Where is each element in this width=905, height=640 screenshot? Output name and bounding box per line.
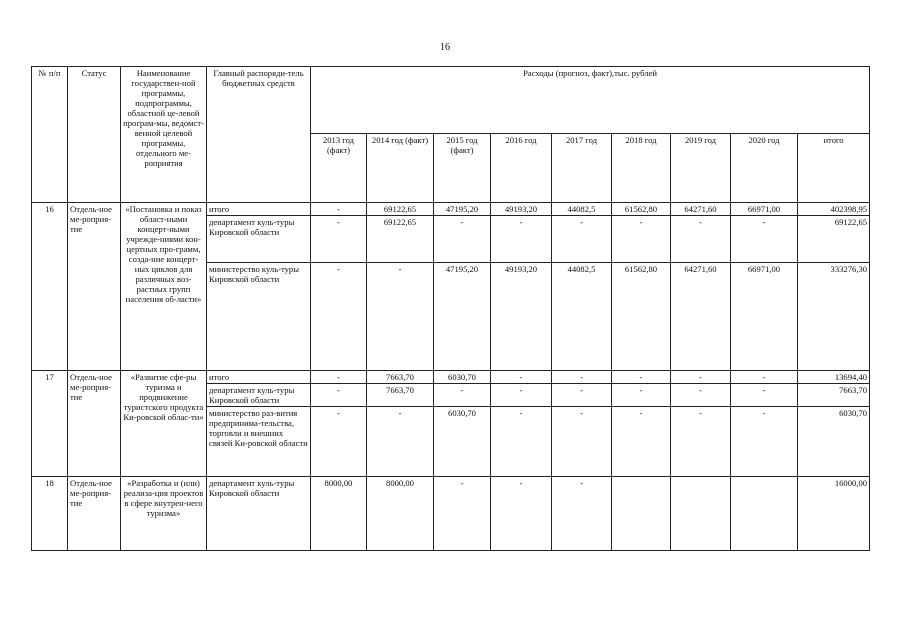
cell-2020: -	[731, 371, 798, 384]
cell-2013: -	[311, 384, 367, 407]
cell-total: 7663,70	[798, 384, 870, 407]
cell-2016: -	[491, 371, 552, 384]
cell-2013: -	[311, 371, 367, 384]
cell-2016: 49193,20	[491, 263, 552, 371]
header-total: итого	[798, 134, 870, 203]
row-admin: департамент куль-туры Кировской области	[207, 384, 311, 407]
cell-2017: -	[552, 407, 612, 477]
row-status: Отдель-ное ме-роприя-тие	[68, 203, 121, 371]
cell-2014: -	[367, 407, 434, 477]
cell-2014: 7663,70	[367, 384, 434, 407]
cell-2013: -	[311, 407, 367, 477]
row-admin: итого	[207, 203, 311, 216]
header-year-2017: 2017 год	[552, 134, 612, 203]
header-year-2014: 2014 год (факт)	[367, 134, 434, 203]
cell-2015: 47195,20	[434, 263, 491, 371]
cell-total: 6030,70	[798, 407, 870, 477]
cell-2016: -	[491, 407, 552, 477]
header-year-2013: 2013 год (факт)	[311, 134, 367, 203]
cell-2015: 6030,70	[434, 407, 491, 477]
cell-total: 69122,65	[798, 216, 870, 263]
cell-2019: -	[671, 371, 731, 384]
header-admin: Главный распоряди-тель бюджетных средств	[207, 67, 311, 203]
cell-2018: -	[612, 384, 671, 407]
cell-total: 402398,95	[798, 203, 870, 216]
cell-2013: -	[311, 263, 367, 371]
table-row	[32, 477, 870, 551]
header-year-2020: 2020 год	[731, 134, 798, 203]
cell-2020: -	[731, 384, 798, 407]
cell-2014: 69122,65	[367, 216, 434, 263]
cell-2015: 6030,70	[434, 371, 491, 384]
budget-table	[31, 66, 870, 551]
cell-2018	[612, 477, 671, 551]
row-status: Отдель-ное ме-роприя-тие	[68, 477, 121, 551]
header-no: № п/п	[32, 67, 68, 203]
cell-2015: -	[434, 216, 491, 263]
row-no: 17	[32, 371, 68, 477]
row-admin: министерство куль-туры Кировской области	[207, 263, 311, 371]
cell-2020: -	[731, 407, 798, 477]
cell-2016: -	[491, 216, 552, 263]
row-status: Отдель-ное ме-роприя-тие	[68, 371, 121, 477]
cell-2013: -	[311, 216, 367, 263]
cell-2019: -	[671, 407, 731, 477]
cell-2018: -	[612, 407, 671, 477]
cell-2018: 61562,80	[612, 203, 671, 216]
header-year-2019: 2019 год	[671, 134, 731, 203]
table-row	[32, 371, 870, 384]
cell-total: 13694,40	[798, 371, 870, 384]
row-admin: департамент куль-туры Кировской области	[207, 216, 311, 263]
cell-2019: 64271,60	[671, 203, 731, 216]
cell-2017: 44082,5	[552, 263, 612, 371]
cell-2018: -	[612, 216, 671, 263]
cell-2014: 69122,65	[367, 203, 434, 216]
cell-2016: -	[491, 477, 552, 551]
cell-2015: -	[434, 477, 491, 551]
cell-2020: 66971,00	[731, 203, 798, 216]
page-number: 16	[440, 42, 450, 53]
cell-2019	[671, 477, 731, 551]
header-year-2015: 2015 год (факт)	[434, 134, 491, 203]
cell-2018: 61562,80	[612, 263, 671, 371]
cell-2017: -	[552, 384, 612, 407]
header-year-2016: 2016 год	[491, 134, 552, 203]
header-year-2018: 2018 год	[612, 134, 671, 203]
cell-2015: -	[434, 384, 491, 407]
row-admin: итого	[207, 371, 311, 384]
cell-2014: 7663,70	[367, 371, 434, 384]
cell-2018: -	[612, 371, 671, 384]
cell-2019: 64271,60	[671, 263, 731, 371]
header-name: Наименование государствен-ной программы, подпрограммы, областной це-левой програм-мы, ведомст-венной целевой программы, отдельного ме-роприятия	[121, 67, 207, 203]
cell-2019: -	[671, 384, 731, 407]
row-name: «Постановка и показ област-ными концерт-ными учрежде-ниями кон-цертных про-грамм, созда-ние концерт-ных циклов для различных воз-растных групп населения об-ласти»	[121, 203, 207, 371]
cell-total: 333276,30	[798, 263, 870, 371]
cell-2016: 49193,20	[491, 203, 552, 216]
cell-2020: -	[731, 216, 798, 263]
table-row	[32, 203, 870, 216]
row-name: «Развитие сфе-ры туризма и продвижение туристского продукта Ки-ровской облас-ти»	[121, 371, 207, 477]
cell-2014: -	[367, 263, 434, 371]
cell-2017: -	[552, 371, 612, 384]
cell-2019: -	[671, 216, 731, 263]
row-name: «Разработка и (или) реализа-ция проектов в сфере внутрен-него туризма»	[121, 477, 207, 551]
cell-2020: 66971,00	[731, 263, 798, 371]
cell-2017: 44082,5	[552, 203, 612, 216]
cell-2020	[731, 477, 798, 551]
cell-2017: -	[552, 216, 612, 263]
cell-total: 16000,00	[798, 477, 870, 551]
row-admin: министерство раз-вития предпринима-тельства, торговли и внешних связей Ки-ровской области	[207, 407, 311, 477]
header-expenses: Расходы (прогноз, факт),тыс. рублей	[311, 67, 870, 134]
cell-2017: -	[552, 477, 612, 551]
cell-2014: 8000,00	[367, 477, 434, 551]
cell-2013: 8000,00	[311, 477, 367, 551]
row-admin: департамент куль-туры Кировской области	[207, 477, 311, 551]
cell-2015: 47195,20	[434, 203, 491, 216]
cell-2016: -	[491, 384, 552, 407]
header-status: Статус	[68, 67, 121, 203]
row-no: 18	[32, 477, 68, 551]
row-no: 16	[32, 203, 68, 371]
cell-2013: -	[311, 203, 367, 216]
